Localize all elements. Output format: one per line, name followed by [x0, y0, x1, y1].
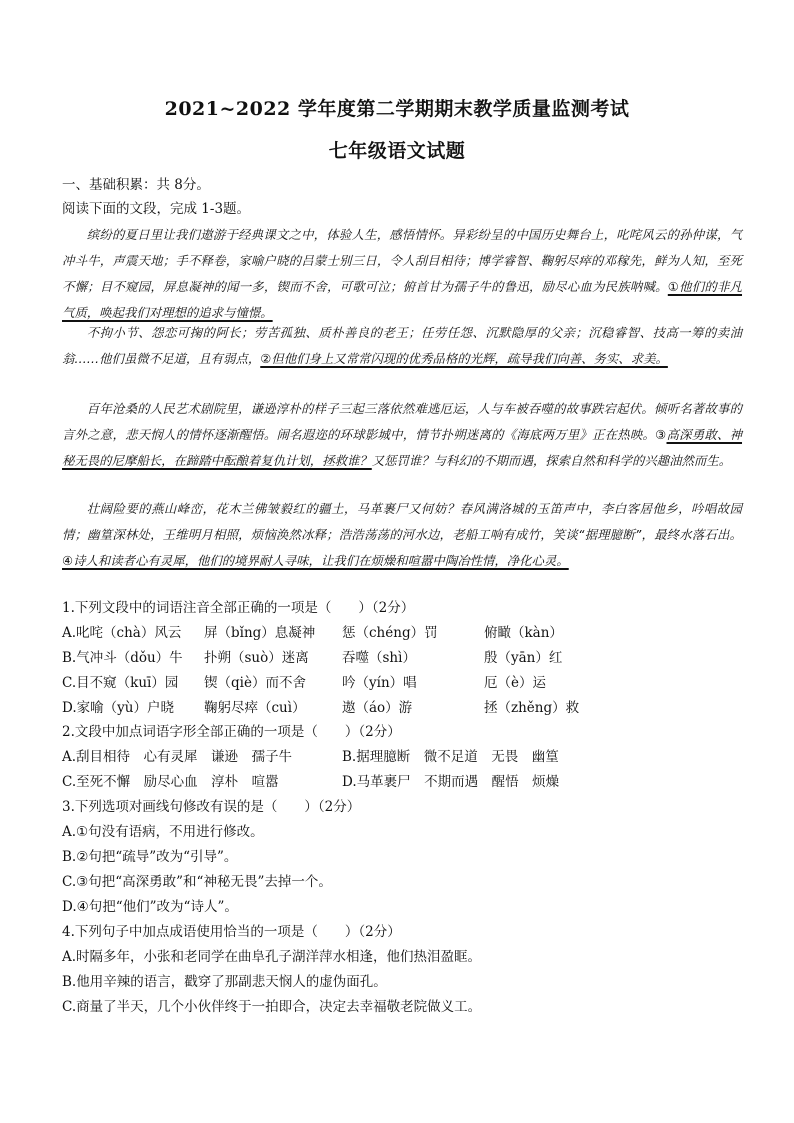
question-4-stem: 4.下列句子中加点成语使用恰当的一项是（ ）（2分）	[62, 924, 401, 940]
question-3-option-a[interactable]: A.①句没有语病，不用进行修改。	[62, 824, 264, 840]
option-word: 厄（è）运	[484, 675, 546, 691]
question-4-option-a[interactable]: A.时隔多年，小张和老同学在曲阜孔子湖洋萍水相逢，他们热泪盈眶。	[62, 949, 482, 965]
question-2-option-d[interactable]: D.马革裹尸 不期而遇 醒悟 烦燥	[342, 774, 560, 790]
option-word: C.目不窥（kuī）园	[62, 675, 179, 691]
option-word: A.叱咤（chà）风云	[62, 625, 182, 641]
underlined-sentence-1: ①他们的非凡气质，唤起我们对理想的追求与憧憬。	[62, 279, 743, 320]
passage-text: 又惩罚谁？与科幻的不期而遇，探索自然和科学的兴趣油然而生。	[371, 453, 732, 468]
option-word: 俯瞰（kàn）	[484, 625, 563, 641]
reading-instruction: 阅读下面的文段，完成 1-3题。	[62, 201, 251, 217]
question-2-option-a[interactable]: A.刮目相待 心有灵犀 谦逊 孺子牛	[62, 749, 293, 765]
option-word: 惩（chéng）罚	[342, 625, 438, 641]
option-word: B.气冲斗（dǒu）牛	[62, 650, 183, 666]
underlined-sentence-2: ②但他们身上又常常闪现的优秀品格的光辉，疏导我们向善、务实、求美。	[260, 351, 668, 366]
question-2-option-b[interactable]: B.据理臆断 微不足道 无畏 幽篁	[342, 749, 559, 765]
question-3-option-c[interactable]: C.③句把“高深勇敢”和“神秘无畏”去掉一个。	[62, 874, 332, 890]
question-1-stem: 1.下列文段中的词语注音全部正确的一项是（ ）（2分）	[62, 600, 415, 616]
passage-paragraph-1	[62, 222, 742, 326]
option-word: 吞噬（shì）	[342, 650, 416, 666]
passage-paragraph-3	[62, 396, 742, 474]
passage-text: 不拘小节、怨恋可掬的阿长；劳苦孤独、质朴善良的老王；任劳任怨、沉默隐厚的父亲；沉稳睿智、技高一筹的卖油翁……他们虽微不足道，且有弱点，	[62, 325, 742, 366]
option-word: 遨（áo）游	[342, 700, 413, 716]
passage-text: 百年沧桑的人民艺术剧院里，谦逊淳朴的样子三起三落依然难逃厄运，人与车被吞噬的故事跌宕起伏。倾听名著故事的言外之意，悲天悯人的情怀逐渐醒悟。闹名遐迩的环球影城中，情节扑朔迷离的《海底两万里》正在热映。③	[62, 401, 742, 442]
option-word: 拯（zhěng）救	[484, 700, 580, 716]
question-2-option-c[interactable]: C.至死不懈 励尽心血 淳朴 喧嚣	[62, 774, 279, 790]
passage-text: 缤纷的夏日里让我们遨游于经典课文之中，体验人生，感悟情怀。异彩纷呈的中国历史舞台上，叱咤风云的孙仲谋，气冲斗牛，声震天地；手不释卷，家喻户晓的吕蒙士别三日，令人刮目相待；博学睿智、鞠躬尽瘁的邓稼先，鲜为人知，至死不懈；目不窥园，屏息凝神的闻一多，锲而不舍，可歌可泣；俯首甘为孺子牛的鲁迅，励尽心血为民族呐喊。	[62, 227, 742, 294]
option-word: 扑朔（suò）迷离	[204, 650, 309, 666]
question-3-stem: 3.下列选项对画线句修改有误的是（ ）（2分）	[62, 799, 361, 815]
question-4-option-c[interactable]: C.商量了半天，几个小伙伴终于一拍即合，决定去幸福敬老院做义工。	[62, 999, 482, 1015]
option-word: 殷（yān）红	[484, 650, 563, 666]
question-3-option-b[interactable]: B.②句把“疏导”改为“引导”。	[62, 849, 238, 865]
passage-text: 壮阔险要的燕山峰峦，花木兰佛皱毅红的疆土，马革裹尸又何妨？春风满洛城的玉笛声中，李白客居他乡，吟唱故园情；幽篁深林处，王维明月相照，烦恼涣然冰释；浩浩荡荡的河水边，老船工响有成竹，笑谈“据理臆断”，最终水落石出。	[62, 501, 742, 542]
question-4-option-b[interactable]: B.他用辛辣的语言，戳穿了那副悲天悯人的虚伪面孔。	[62, 974, 387, 990]
passage-paragraph-4	[62, 496, 742, 574]
option-word: 锲（qiè）而不舍	[204, 675, 306, 691]
passage-paragraph-2	[62, 320, 742, 372]
underlined-sentence-4: ④诗人和读者心有灵犀，他们的境界耐人寻味，让我们在烦燥和喧嚣中陶冶性情，净化心灵。	[62, 553, 569, 568]
question-3-option-d[interactable]: D.④句把“他们”改为“诗人”。	[62, 899, 238, 915]
option-word: 吟（yín）唱	[342, 675, 417, 691]
option-word: 鞠躬尽瘁（cuì）	[204, 700, 306, 716]
question-2-stem: 2.文段中加点词语字形全部正确的一项是（ ）（2分）	[62, 724, 401, 740]
underlined-sentence-3: 高深勇敢、神秘无畏的尼摩船长，在蹄踏中酝酿着复仇计划，拯救谁？	[62, 427, 743, 468]
option-word: 屏（bǐng）息凝神	[204, 625, 316, 641]
option-word: D.家喻（yù）户晓	[62, 700, 174, 716]
exam-title: 2021~2022 学年度第二学期期末教学质量监测考试	[164, 98, 630, 120]
section-heading: 一、基础积累：共 8分。	[62, 177, 210, 193]
exam-subtitle: 七年级语文试题	[328, 140, 466, 162]
